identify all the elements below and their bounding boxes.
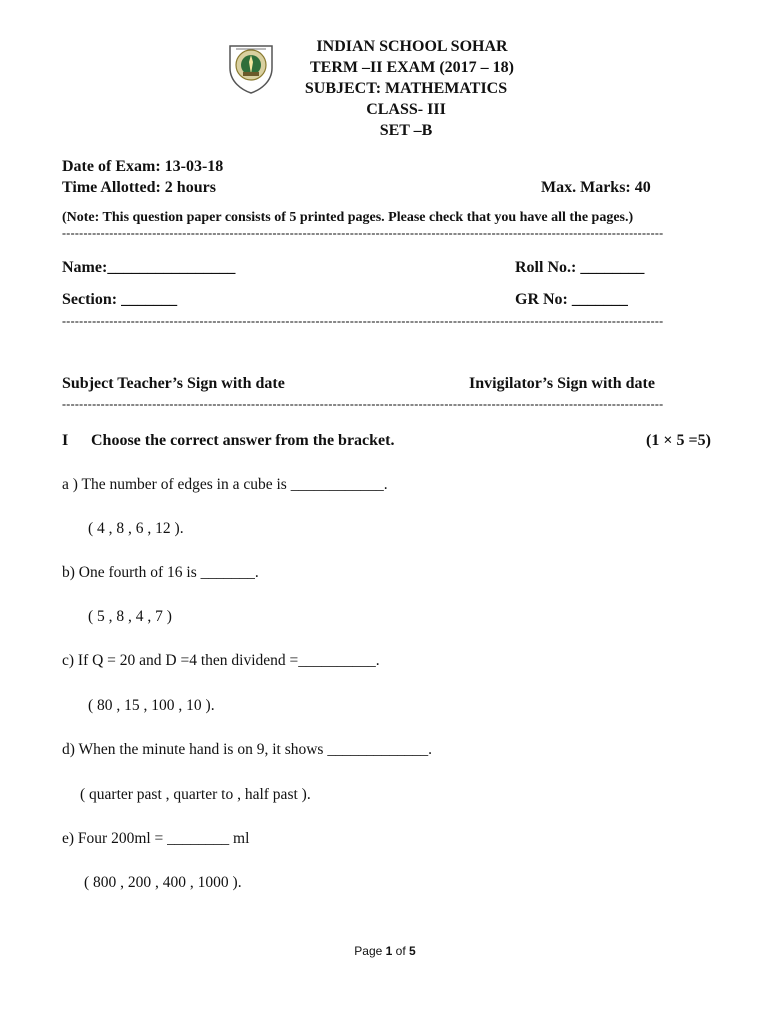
page-footer [0,944,770,958]
school-name-text: INDIAN SCHOOL SOHAR [316,38,508,55]
subject-title [0,80,770,98]
question-b: b) One fourth of 16 is _______. [62,564,259,581]
name-field: Name:________________ [62,259,236,276]
options-e: ( 800 , 200 , 400 , 1000 ). [84,874,242,891]
question-c: c) If Q = 20 and D =4 then dividend =__________. [62,652,380,669]
footer-page: 1 [385,944,393,958]
max-marks: Max. Marks: 40 [541,179,651,196]
exam-title [0,59,770,77]
question-d: d) When the minute hand is on 9, it shows _____________. [62,741,432,758]
divider: -------------------------------------------------------------------------------------------------------------------------------------------- [62,397,664,411]
set-title [0,122,770,140]
question-a: a ) The number of edges in a cube is ____________. [62,476,388,493]
class-title [0,101,770,119]
subject-title-text: SUBJECT: MATHEMATICS [304,80,508,97]
section-title: Choose the correct answer from the bracket. [91,432,395,449]
footer-prefix: Page [354,944,386,958]
gr-no-field: GR No: _______ [515,291,628,308]
divider: -------------------------------------------------------------------------------------------------------------------------------------------- [62,314,664,328]
section-marks: (1 × 5 =5) [646,432,711,449]
section-field: Section: _______ [62,291,178,308]
pages-note: (Note: This question paper consists of 5 printed pages. Please check that you have all the pages.) [62,210,634,225]
question-e: e) Four 200ml = ________ ml [62,830,250,847]
divider: -------------------------------------------------------------------------------------------------------------------------------------------- [62,226,664,240]
set-title-text: SET –B [379,122,433,139]
roll-no-field: Roll No.: ________ [515,259,645,276]
class-title-text: CLASS- III [366,101,446,118]
section-number: I [62,432,69,449]
school-name [0,38,770,56]
footer-total: 5 [409,944,416,958]
teacher-sign: Subject Teacher’s Sign with date [62,375,285,392]
footer-middle: of [392,944,410,958]
exam-date: Date of Exam: 13-03-18 [62,158,224,175]
options-a: ( 4 , 8 , 6 , 12 ). [88,520,184,537]
options-d: ( quarter past , quarter to , half past ). [80,786,311,803]
options-b: ( 5 , 8 , 4 , 7 ) [88,608,172,625]
options-c: ( 80 , 15 , 100 , 10 ). [88,697,215,714]
exam-title-text: TERM –II EXAM (2017 – 18) [310,59,514,76]
time-allotted: Time Allotted: 2 hours [62,179,216,196]
invigilator-sign: Invigilator’s Sign with date [469,375,655,392]
